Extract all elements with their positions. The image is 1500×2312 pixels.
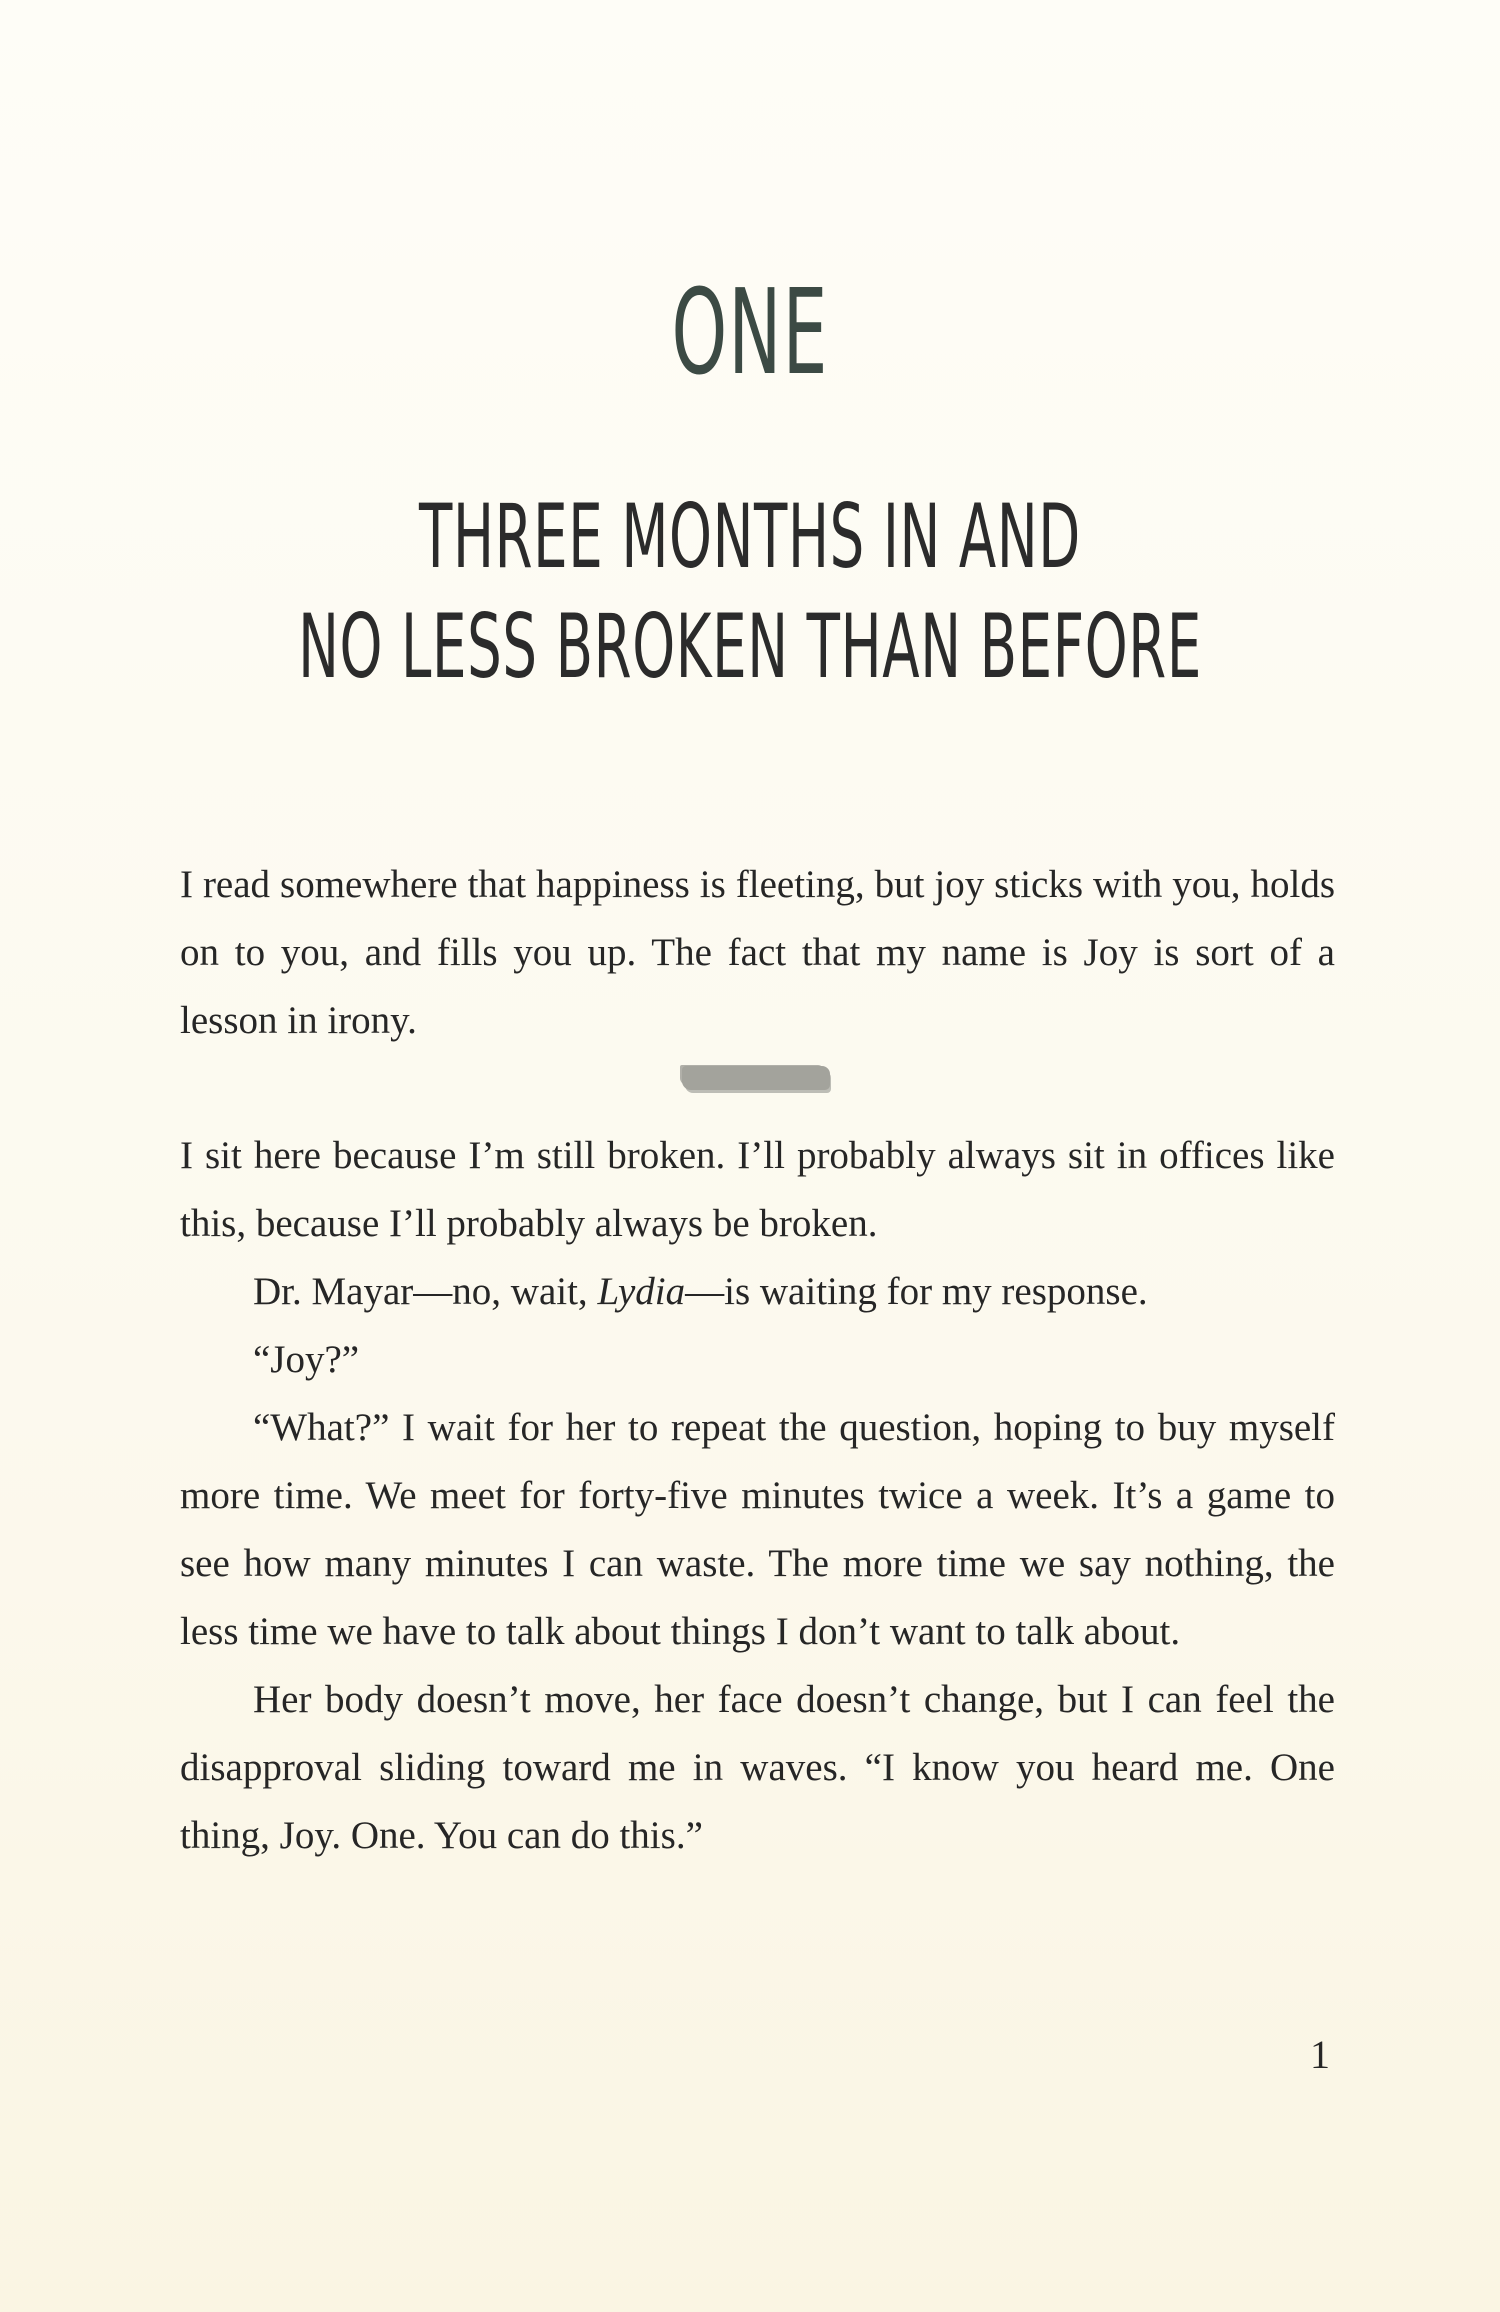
paragraph-3: “Joy?” (253, 1338, 360, 1381)
paragraph-2-start: Dr. Mayar—no, wait, (253, 1270, 598, 1313)
paragraph-2-end: —is waiting for my response. (685, 1270, 1148, 1313)
paragraph-5: Her body doesn’t move, her face doesn’t change, but I can feel the disapproval sliding toward me in waves. “I know you heard me. One thing, Joy. One. You can do this.” (180, 1678, 1335, 1857)
second-section (180, 1122, 1335, 1870)
paragraph-1: I sit here because I’m still broken. I’ll probably always sit in offices like this, because I’ll probably always be broken. (180, 1134, 1335, 1245)
chapter-title-line-2: NO LESS BROKEN THAN BEFORE (298, 595, 1202, 698)
chapter-title (285, 482, 1215, 702)
paragraph-2 (180, 1258, 1335, 1326)
opening-section (180, 851, 1335, 1055)
page-number: 1 (1310, 2032, 1330, 2077)
chapter-number: ONE (671, 263, 829, 401)
opening-paragraph: I read somewhere that happiness is fleeting, but joy sticks with you, holds on to you, and fills you up. The fact that my name is Joy is sort of a lesson in irony. (180, 863, 1335, 1042)
paragraph-4: “What?” I wait for her to repeat the question, hoping to buy myself more time. We meet for forty-five minutes twice a week. It’s a game to see how many minutes I can waste. The more time we say nothing, the less time we have to talk about things I don’t want to talk about. (180, 1406, 1335, 1653)
chapter-title-line-1: THREE MONTHS IN AND (419, 485, 1081, 588)
scene-break-mark (682, 1066, 830, 1090)
paragraph-2-italic: Lydia (597, 1270, 686, 1313)
